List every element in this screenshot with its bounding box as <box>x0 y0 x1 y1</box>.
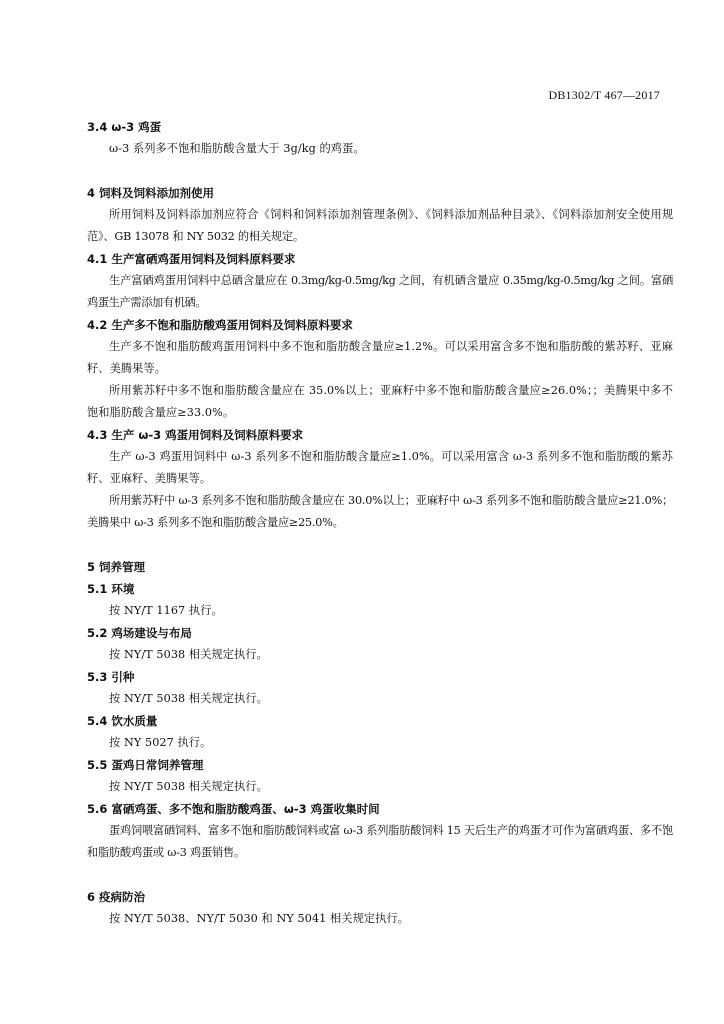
section-heading-5-3: 5.3 引种 <box>87 670 135 684</box>
paragraph-4-1: 生产富硒鸡蛋用饲料中总硒含量应在 0.3mg/kg-0.5mg/kg 之间，有机硒含量应 0.35mg/kg-0.5mg/kg 之间。富硒鸡蛋生产需添加有机硒。 <box>87 274 673 309</box>
paragraph-5-4: 按 NY 5027 执行。 <box>109 736 212 749</box>
paragraph-5-5: 按 NY/T 5038 相关规定执行。 <box>109 780 268 793</box>
section-heading-4-2: 4.2 生产多不饱和脂肪酸鸡蛋用饲料及饲料原料要求 <box>87 318 353 332</box>
chapter-heading-4: 4 饲料及饲料添加剂使用 <box>87 186 215 200</box>
section-heading-5-1: 5.1 环境 <box>87 582 135 596</box>
paragraph-3-4: ω-3 系列多不饱和脂肪酸含量大于 3g/kg 的鸡蛋。 <box>109 142 365 155</box>
chapter-heading-5: 5 饲养管理 <box>87 560 146 574</box>
paragraph-4-2-a: 生产多不饱和脂肪酸鸡蛋用饲料中多不饱和脂肪酸含量应≥1.2%。可以采用富含多不饱和脂肪酸的紫苏籽、亚麻籽、美腾果等。 <box>87 340 673 375</box>
paragraph-6: 按 NY/T 5038、NY/T 5030 和 NY 5041 相关规定执行。 <box>109 912 410 925</box>
paragraph-4: 所用饲料及饲料添加剂应符合《饲料和饲料添加剂管理条例》、《饲料添加剂品种目录》、《饲料添加剂安全使用规范》、GB 13078 和 NY 5032 的相关规定。 <box>87 208 673 243</box>
section-heading-5-2: 5.2 鸡场建设与布局 <box>87 626 192 640</box>
section-heading-4-3: 4.3 生产 ω-3 鸡蛋用饲料及饲料原料要求 <box>87 428 304 442</box>
section-heading-4-1: 4.1 生产富硒鸡蛋用饲料及饲料原料要求 <box>87 252 296 266</box>
section-heading-5-4: 5.4 饮水质量 <box>87 714 158 728</box>
paragraph-5-6: 蛋鸡饲喂富硒饲料、富多不饱和脂肪酸饲料或富 ω-3 系列脂肪酸饲料 15 天后生产的鸡蛋才可作为富硒鸡蛋、多不饱和脂肪酸鸡蛋或 ω-3 鸡蛋销售。 <box>87 824 673 859</box>
paragraph-5-1: 按 NY/T 1167 执行。 <box>109 604 223 617</box>
section-heading-5-6: 5.6 富硒鸡蛋、多不饱和脂肪酸鸡蛋、ω-3 鸡蛋收集时间 <box>87 802 380 816</box>
section-heading-3-4: 3.4 ω-3 鸡蛋 <box>87 120 162 134</box>
paragraph-4-3-b: 所用紫苏籽中 ω-3 系列多不饱和脂肪酸含量应在 30.0%以上；亚麻籽中 ω-3 系列多不饱和脂肪酸含量应≥21.0%；美腾果中 ω-3 系列多不饱和脂肪酸含量应≥25.0%。 <box>87 494 673 529</box>
section-heading-5-5: 5.5 蛋鸡日常饲养管理 <box>87 758 204 772</box>
document-body <box>87 116 673 930</box>
paragraph-4-3-a: 生产 ω-3 鸡蛋用饲料中 ω-3 系列多不饱和脂肪酸含量应≥1.0%。可以采用富含 ω-3 系列多不饱和脂肪酸的紫苏籽、亚麻籽、美腾果等。 <box>87 450 673 485</box>
chapter-heading-6: 6 疫病防治 <box>87 890 146 904</box>
paragraph-5-3: 按 NY/T 5038 相关规定执行。 <box>109 692 268 705</box>
paragraph-4-2-b: 所用紫苏籽中多不饱和脂肪酸含量应在 35.0%以上；亚麻籽中多不饱和脂肪酸含量应≥26.0%；；美腾果中多不饱和脂肪酸含量应≥33.0%。 <box>87 384 673 419</box>
paragraph-5-2: 按 NY/T 5038 相关规定执行。 <box>109 648 268 661</box>
document-code: DB1302/T 467—2017 <box>548 88 660 102</box>
